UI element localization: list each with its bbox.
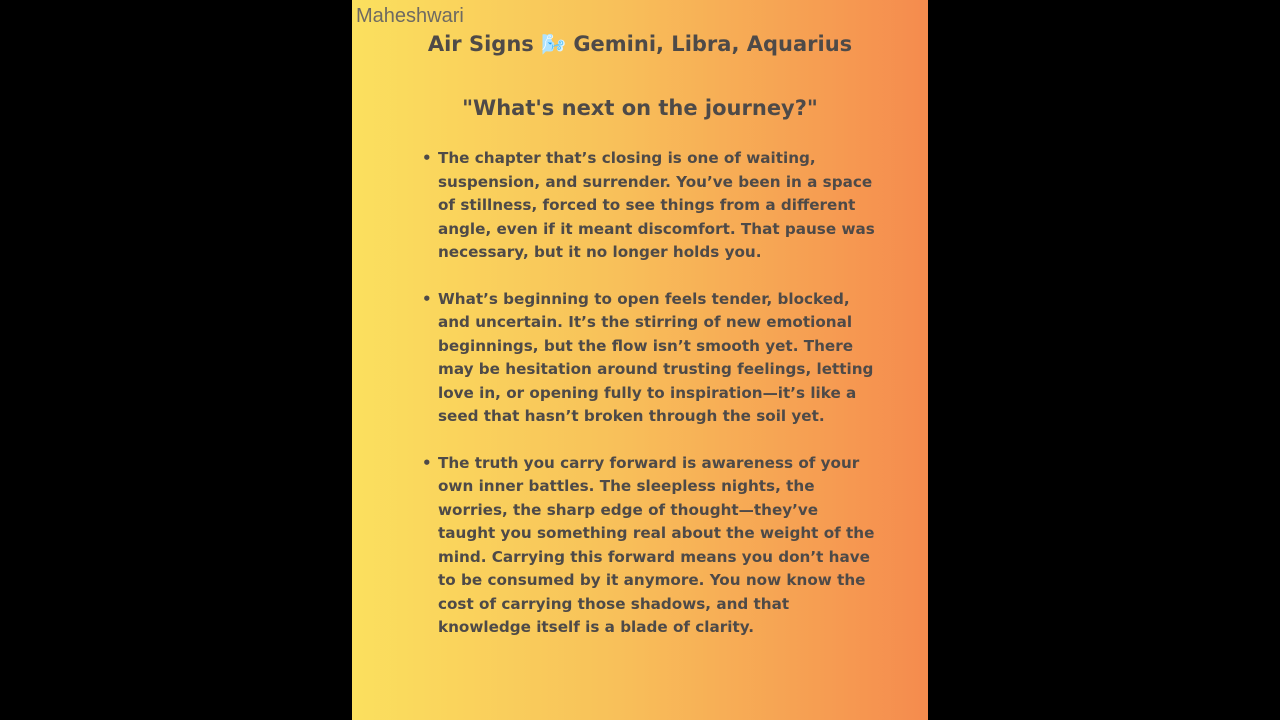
title-suffix: Gemini, Libra, Aquarius — [573, 32, 853, 56]
bullet-icon: • — [422, 453, 432, 472]
bullet-icon: • — [422, 289, 432, 308]
watermark: Maheshwari — [356, 5, 464, 27]
list-item — [420, 452, 880, 640]
list-item-text: The truth you carry forward is awareness of your own inner battles. The sleepless nights, the worries, the sharp edge of thought—they’ve taught you something real about the weight of the mind. Carrying this forward means you don’t have to be consumed by it anymore. You now know the cost of carrying those shadows, and that knowledge itself is a blade of clarity. — [438, 453, 875, 636]
content-card — [352, 0, 928, 720]
page-title — [352, 32, 928, 56]
wind-emoji-icon: 🌬️ — [541, 32, 566, 56]
list-item-text: The chapter that’s closing is one of waiting, suspension, and surrender. You’ve been in a space of stillness, forced to see things from a different angle, even if it meant discomfort. That pause was necessary, but it no longer holds you. — [438, 149, 875, 261]
list-item — [420, 288, 880, 429]
question-heading: "What's next on the journey?" — [462, 96, 818, 120]
list-item — [420, 147, 880, 265]
reading-points-list — [420, 147, 880, 663]
bullet-icon: • — [422, 149, 432, 167]
title-prefix: Air Signs — [427, 32, 534, 56]
list-item-text: What’s beginning to open feels tender, blocked, and uncertain. It’s the stirring of new emotional beginnings, but the flow isn’t smooth yet. There may be hesitation around trusting feelings, letting love in, or opening fully to inspiration—it’s like a seed that hasn’t broken through the soil yet. — [438, 289, 874, 425]
